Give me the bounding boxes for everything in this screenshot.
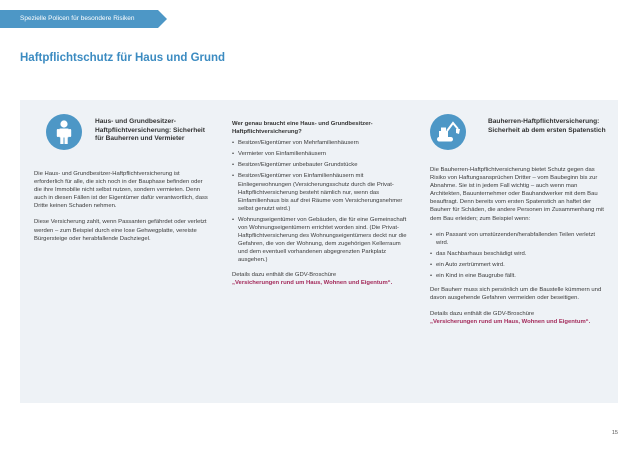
list-item: • ein Auto zertrümmert wird. [430,261,608,269]
page-number: 15 [611,430,618,436]
col3-paragraph-2: Der Bauherr muss sich persönlich um die Baustelle kümmern und davon ausgehende Gefahren vermeiden oder beseitigen. [430,287,602,302]
list-item: • ein Passant von umstürzenden/herabfallenden Teilen verletzt wird. [430,231,608,247]
col3-list [430,231,608,280]
col3-brochure-link[interactable]: „Versicherungen rund um Haus, Wohnen und Eigentum“. [430,319,591,326]
list-item: • Besitzer/Eigentümer von Einfamilienhäusern mit Einliegerwohnungen (Versicherungsschutz durch die Privat-Haftpflichtversicherung besteht nämlich nur, wenn das Einfamilienhaus bis auf drei Räume vom Versicherungsnehmer selbst genutzt wird.) [232,172,408,212]
col3-ref-label: Details dazu enthält die GDV-Broschüre [430,311,535,318]
col2-ref-label: Details dazu enthält die GDV-Broschüre [232,271,337,278]
section-tab: Spezielle Policen für besondere Risiken [0,10,158,28]
col1-paragraph-2: Diese Versicherung zahlt, wenn Passanten gefährdet oder verletzt werden – zum Beispiel durch eine lose Gehwegplatte, vereiste Bürgersteige oder herabfallende Dachziegel. [34,219,207,242]
content-panel [20,100,618,403]
col2-question: Wer genau braucht eine Haus- und Grundbesitzer-Haftpflichtversicherung? [232,121,373,136]
list-item: • Wohnungseigentümer von Gebäuden, die für eine Gemeinschaft von Wohnungseigentümern errichtet worden sind. (Die Privat-Haftpflichtversicherung des Wohnungseigentümers deckt nur die Gefahren, die von der Wohnung, dem zugehörigen Kellerraum und dem eventuell vorhandenen abgegrenzten Parkplatz ausgehen.) [232,216,408,265]
list-item: • das Nachbarhaus beschädigt wird. [430,250,608,258]
col1-heading: Haus- und Grundbesitzer-Haftpflichtversicherung: Sicherheit für Bauherren und Vermieter [95,118,205,143]
page-title: Haftpflichtschutz für Haus und Grund [20,52,226,64]
col3-heading: Bauherren-Haftpflichtversicherung: Sicherheit ab dem ersten Spatenstich [488,118,606,134]
col1-paragraph-1: Die Haus- und Grundbesitzer-Haftpflichtversicherung ist erforderlich für alle, die sich noch in der Bauphase befinden oder die ihre Immobilie nicht selbst nutzen, sondern vermieten. Denn auch in diesen Fällen ist der Eigentümer dafür verantwortlich, dass Dritte keinen Schaden nehmen. [34,171,208,210]
col2-brochure-link[interactable]: „Versicherungen rund um Haus, Wohnen und Eigentum“. [232,279,393,286]
person-icon [46,114,82,150]
col2-list [232,139,408,264]
col3-paragraph-1: Die Bauherren-Haftpflichtversicherung bietet Schutz gegen das Risiko von Haftungsansprüchen Dritter – vom Baubeginn bis zur Abnahme. Sie ist in jedem Fall wichtig – auch wenn man Architekten, Bauunternehmer oder Bauhandwerker mit dem Bau beauftragt. Denn bereits vom ersten Spatenstich an haftet der Bauherr für Schäden, die andere Personen im Zusammenhang mit dem Bau erleiden; zum Beispiel wenn: [430,167,604,222]
list-item: • Vermieter von Einfamilienhäusern [232,150,408,158]
list-item: • Besitzer/Eigentümer unbebauter Grundstücke [232,161,408,169]
list-item: • ein Kind in eine Baugrube fällt. [430,272,608,280]
excavator-icon [430,114,466,150]
list-item: • Besitzer/Eigentümer von Mehrfamilienhäusern [232,139,408,147]
